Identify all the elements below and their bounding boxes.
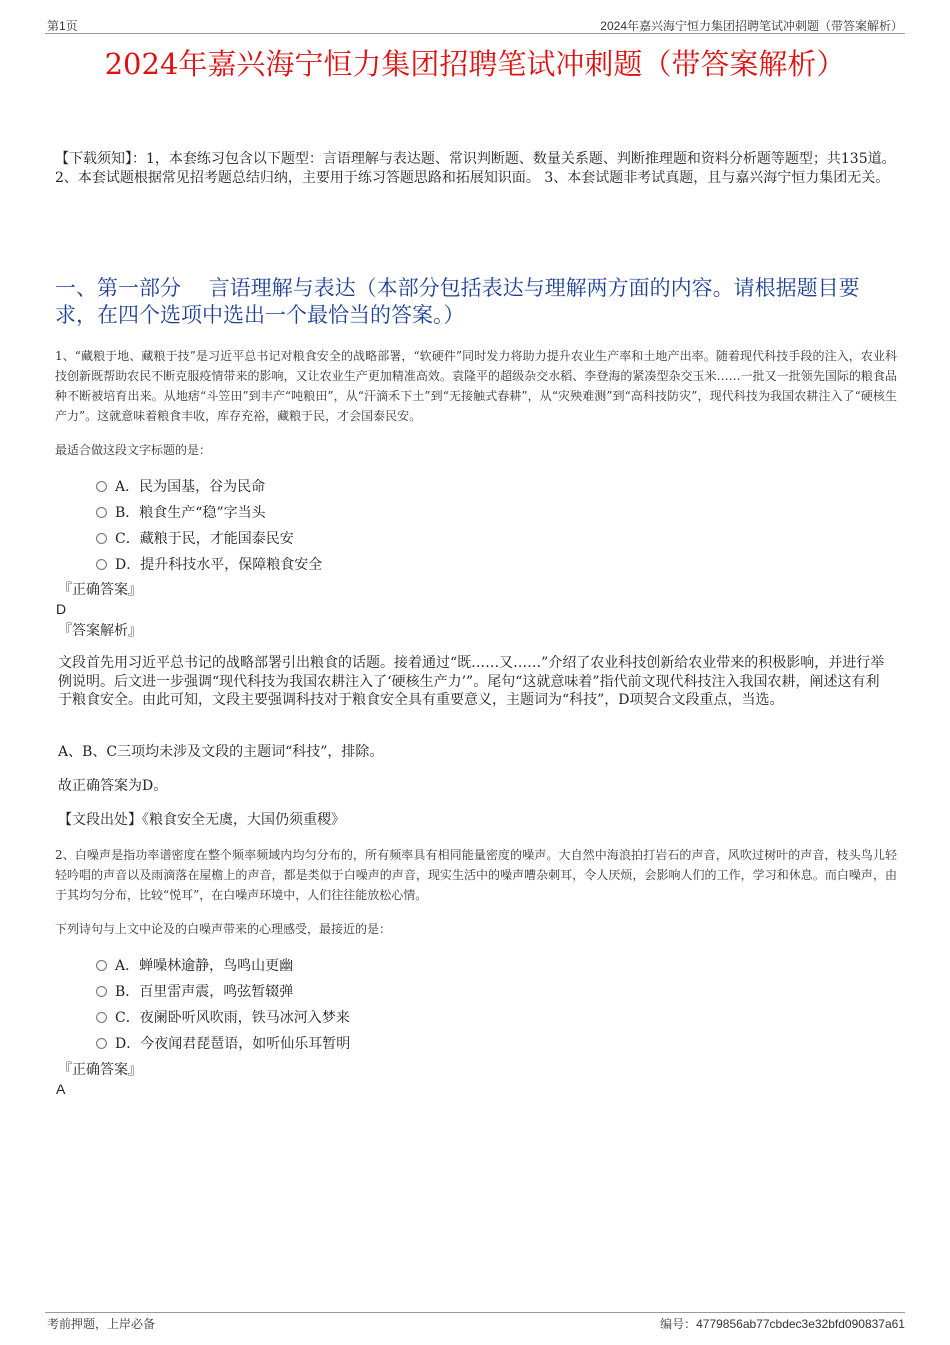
question-2-text: 2、白噪声是指功率谱密度在整个频率频域内均匀分布的，所有频率具有相同能量密度的噪声。大自然中海浪拍打岩石的声音，风吹过树叶的声音，枝头鸟儿轻轻吟唱的声音以及雨滴落在屋檐上的声音，都是类似于白噪声的声音，现实生活中的噪声嘈杂刺耳，令人厌烦，会影响人们的工作，学习和休息。而白噪声，由于其均匀分布，比较“悦耳”，在白噪声环境中，人们往往能放松心情。	[55, 848, 897, 902]
q1-analysis-conclusion: 故正确答案为D。	[58, 778, 168, 794]
document-title: 2024年嘉兴海宁恒力集团招聘笔试冲刺题（带答案解析）	[104, 47, 846, 81]
footer-divider	[45, 1312, 905, 1313]
radio-icon[interactable]	[96, 1038, 107, 1049]
q1-option-d[interactable]: D．提升科技水平，保障粮食安全	[96, 554, 322, 574]
q1-option-a[interactable]: A．民为国基，谷为民命	[96, 476, 265, 496]
q1-answer: D	[56, 601, 67, 617]
section-heading: 一、第一部分 言语理解与表达（本部分包括表达与理解两方面的内容。请根据题目要求，在四个选项中选出一个最恰当的答案。）	[55, 276, 860, 327]
radio-icon[interactable]	[96, 507, 107, 518]
page-number: 第1页	[47, 19, 78, 33]
question-1-prompt: 最适合做这段文字标题的是：	[55, 443, 212, 457]
radio-icon[interactable]	[96, 1012, 107, 1023]
footer-slogan: 考前押题，上岸必备	[47, 1317, 156, 1331]
q2-option-b[interactable]: B．百里雷声震，鸣弦暂辍弹	[96, 981, 293, 1001]
radio-icon[interactable]	[96, 960, 107, 971]
q1-analysis-label: 『答案解析』	[58, 623, 142, 639]
radio-icon[interactable]	[96, 481, 107, 492]
radio-icon[interactable]	[96, 986, 107, 997]
q2-option-a[interactable]: A．蝉噪林逾静，鸟鸣山更幽	[96, 955, 293, 975]
question-1-text: 1、“藏粮于地、藏粮于技”是习近平总书记对粮食安全的战略部署，“软硬件”同时发力将助力提升农业生产率和土地产出率。随着现代科技手段的注入，农业科技创新既帮助农民不断克服疫情带来的影响，又让农业生产更加精准高效。袁隆平的超级杂交水稻、李登海的紧凑型杂交玉米……一批又一批领先国际的粮食品种不断被培育出来。从地痞“斗笠田”到丰产“吨粮田”，从“汗滴禾下土”到“无接触式春耕”，从“灾殃难测”到“高科技防灾”，现代科技为我国农耕注入了“硬核生产力”。这就意味着粮食丰收，库存充裕，藏粮于民，才会国泰民安。	[55, 349, 897, 423]
header-divider	[45, 33, 905, 34]
radio-icon[interactable]	[96, 533, 107, 544]
q2-option-d[interactable]: D．今夜闻君琵琶语，如听仙乐耳暂明	[96, 1033, 350, 1053]
q2-answer-label: 『正确答案』	[58, 1062, 142, 1078]
document-id: 编号：4779856ab77cbdec3e32bfd090837a61	[660, 1317, 905, 1331]
q1-answer-label: 『正确答案』	[58, 582, 142, 598]
radio-icon[interactable]	[96, 559, 107, 570]
q1-analysis: 文段首先用习近平总书记的战略部署引出粮食的话题。接着通过“既……又……”介绍了农业科技创新给农业带来的积极影响，并进行举例说明。后文进一步强调“现代科技为我国农耕注入了‘硬核生产力’”。尾句“这就意味着”指代前文现代科技注入我国农耕，阐述这有利于粮食安全。由此可知，文段主要强调科技对于粮食安全具有重要意义，主题词为“科技”，D项契合文段重点，当选。	[58, 655, 885, 708]
q1-analysis-exclude: A、B、C三项均未涉及文段的主题词“科技”，排除。	[58, 744, 384, 760]
question-2-prompt: 下列诗句与上文中论及的白噪声带来的心理感受，最接近的是：	[55, 922, 392, 936]
q1-option-c[interactable]: C．藏粮于民，才能国泰民安	[96, 528, 294, 548]
q1-option-b[interactable]: B．粮食生产“稳”字当头	[96, 502, 266, 522]
q1-source: 【文段出处】《粮食安全无虞，大国仍须重稷》	[58, 812, 345, 828]
q2-answer: A	[56, 1081, 66, 1097]
download-notice: 【下载须知】：1，本套练习包含以下题型：言语理解与表达题、常识判断题、数量关系题、判断推理题和资料分析题等题型；共135道。 2、本套试题根据常见招考题总结归纳，主要用于练习答题思路和拓展知识面。 3、本套试题非考试真题，且与嘉兴海宁恒力集团无关。	[55, 151, 896, 186]
q2-option-c[interactable]: C．夜阑卧听风吹雨，铁马冰河入梦来	[96, 1007, 350, 1027]
running-header: 2024年嘉兴海宁恒力集团招聘笔试冲刺题（带答案解析）	[600, 19, 903, 33]
